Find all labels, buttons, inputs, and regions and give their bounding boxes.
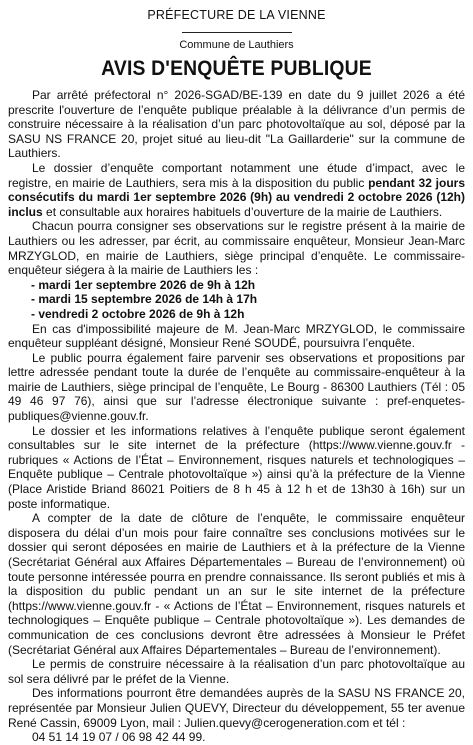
heading-divider [182, 32, 292, 33]
commune-name: Commune de Lauthiers [179, 39, 294, 51]
paragraph-courrier: Le public pourra également faire parvenir ses observations et propositions par lettre adressée pendant toute la durée de l’enquête au commissaire-enquêteur à la mairie de Lauthiers, siège principal de l’enquête, Le Bourg - 86300 Lauthiers (Tél : 05 49 46 97 76), ainsi que sur l’adresse électronique suivante : pref-enquetes-publiques@vienne.gouv.fr. [8, 350, 465, 424]
paragraph-conclusions: A compter de la date de clôture de l’enquête, le commissaire enquêteur disposera du délai d’un mois pour faire connaître ses conclusions motivées sur le dossier qui seront déposées en mairie de Lauthiers et à la préfecture de la Vienne (Secrétariat Général aux Affaires Départementales – Bureau de l’environnement) où toute personne intéressée pourra en prendre connaissance. Ils seront publiés et mis à la disposition du public pendant un an sur le site internet de la préfecture (https://www.vienne.gouv.fr - « Actions de l’État – Environnement, risques naturels et technologiques – Enquête publique – Centrale photovoltaïque »). Les demandes de communication de ces conclusions devront être adressées à Monsieur le Préfet (Secrétariat Général aux Affaires Départementales – Bureau de l’environnement). [8, 511, 465, 657]
contact-phone: 04 51 14 19 07 / 06 98 42 44 99. [32, 730, 206, 745]
paragraph-observations: Chacun pourra consigner ses observations sur le registre présent à la mairie de Lauthiers ou les adresser, par écrit, au commissaire enquêteur, Monsieur Jean-Marc MRZYGLOD, en mairie de Lauthiers, siège principal d’enquête. Le commissaire-enquêteur siégera à la mairie de Lauthiers les : [8, 219, 465, 278]
dossier-period: pendant 32 jours consécutifs du mardi 1er septembre 2026 (9h) au vendredi 2 octobre 2026 (12h) inclus [8, 175, 465, 219]
permanence-date: - vendredi 2 octobre 2026 de 9h à 12h [31, 306, 245, 321]
dossier-text-start: Le dossier d’enquête comportant notamment une étude d’impact, avec le registre, en mairie de Lauthiers, sera mis à la disposition du public [8, 160, 465, 190]
permanence-date: - mardi 15 septembre 2026 de 14h à 17h [31, 292, 258, 307]
paragraph-suppleant: En cas d'impossibilité majeure de M. Jean-Marc MRZYGLOD, le commissaire enquêteur suppléant désigné, Monsieur René SOUDÉ, poursuivra l’enquête. [8, 321, 465, 351]
dossier-text-end: et consultable aux horaires habituels d’ouverture de la mairie de Lauthiers. [42, 204, 443, 219]
permanence-date: - mardi 1er septembre 2026 de 9h à 12h [31, 277, 256, 292]
paragraph-contact: Des informations pourront être demandées auprès de la SASU NS FRANCE 20, représentée par Monsieur Julien QUEVY, Directeur du développement, 55 ter avenue René Cassin, 69009 Lyon, mail : Julien.quevy@cerogeneration.com et tél : [8, 686, 465, 730]
paragraph-dossier [8, 161, 465, 219]
notice-title: AVIS D'ENQUÊTE PUBLIQUE [101, 56, 372, 80]
paragraph-consultation: Le dossier et les informations relatives à l’enquête publique seront également consultables sur le site internet de la préfecture (https://www.vienne.gouv.fr - rubriques « Actions de l’État – Environnement, risques naturels et technologiques – Enquête publique – Centrale photovoltaïque ») ainsi qu’à la préfecture de la Vienne (Place Aristide Briand 86021 Poitiers de 8 h 45 à 12 h et de 13h30 à 16h) sur un poste informatique. [8, 423, 465, 511]
paragraph-arrete: Par arrêté préfectoral n° 2026-SGAD/BE-139 en date du 9 juillet 2026 a été prescrite l'ouverture de l’enquête publique préalable à la délivrance d’un permis de construire nécessaire à la réalisation d’un parc photovoltaïque au sol, déposé par la SASU NS FRANCE 20, projet situé au lieu-dit "La Gaillarderie" sur la commune de Lauthiers. [8, 88, 465, 161]
paragraph-permis: Le permis de construire nécessaire à la réalisation d’un parc photovoltaïque au sol sera délivré par le préfet de la Vienne. [8, 657, 465, 686]
prefecture-heading: PRÉFECTURE DE LA VIENNE [147, 8, 326, 22]
